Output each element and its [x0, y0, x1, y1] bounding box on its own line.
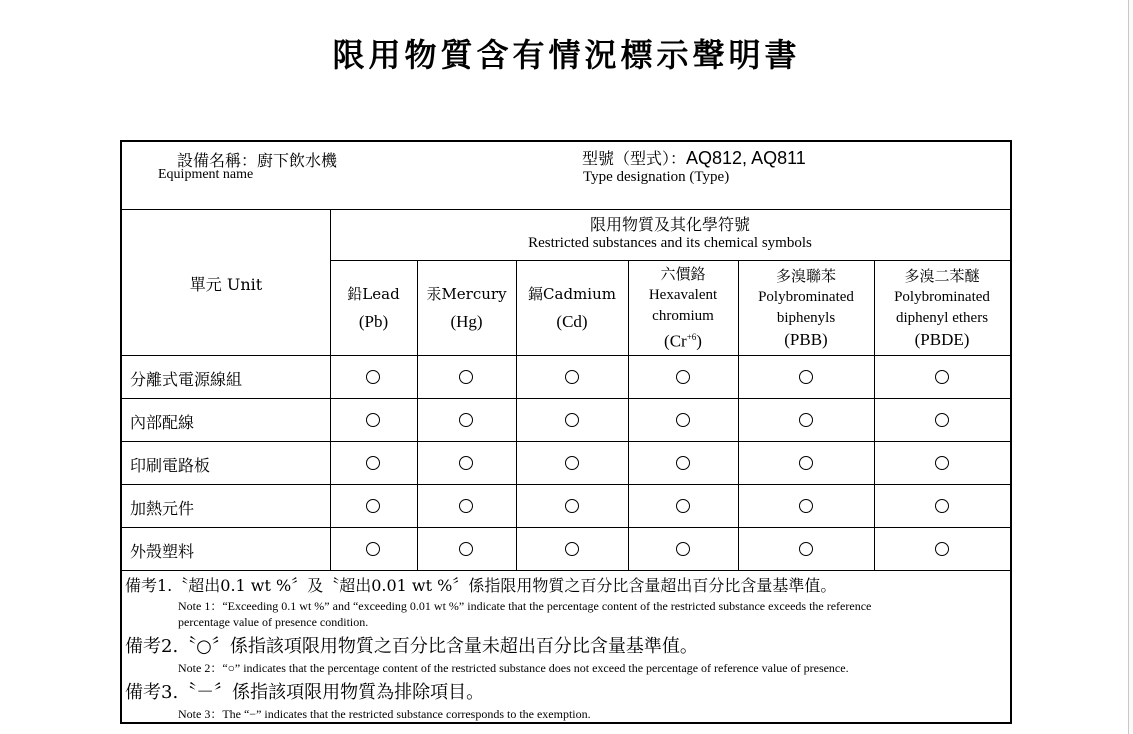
col-header-pbde — [874, 260, 1010, 355]
note-3-zh: 備考3.〝－〞係指該項限用物質為排除項目。 — [125, 682, 485, 703]
presence-mark — [366, 542, 380, 556]
presence-mark — [459, 542, 473, 556]
col-header-pbb-symbol: (PBB) — [784, 329, 828, 349]
row-unit-internal-wiring: 內部配線 — [130, 413, 195, 432]
presence-mark — [799, 499, 813, 513]
presence-mark — [935, 456, 949, 470]
rule-row-3 — [122, 484, 1010, 485]
rule-column-header-bottom — [122, 355, 1010, 356]
equipment-name-en: Equipment name — [158, 167, 254, 182]
presence-mark — [366, 456, 380, 470]
col-header-cadmium-symbol: (Cd) — [556, 311, 588, 331]
presence-mark — [676, 370, 690, 384]
col-header-lead — [330, 260, 417, 355]
presence-mark — [799, 413, 813, 427]
presence-mark — [935, 542, 949, 556]
col-header-mercury — [417, 260, 516, 355]
col-header-cadmium-name: 鎘Cadmium — [528, 284, 616, 303]
note-1-en-line1: Note 1：“Exceeding 0.1 wt %” and “exceeding 0.01 wt %” indicate that the percentage content of the restricted substance exceeds the reference — [178, 599, 872, 613]
substances-header-en: Restricted substances and its chemical symbols — [528, 235, 812, 251]
presence-mark — [459, 456, 473, 470]
presence-mark — [459, 413, 473, 427]
declaration-table — [120, 140, 1012, 724]
presence-mark — [366, 413, 380, 427]
type-value: AQ812, AQ811 — [686, 148, 806, 168]
col-header-mercury-symbol: (Hg) — [450, 311, 483, 331]
presence-mark — [565, 499, 579, 513]
type-designation-en: Type designation (Type) — [583, 169, 730, 185]
row-unit-pcb: 印刷電路板 — [130, 456, 211, 475]
presence-mark — [799, 370, 813, 384]
note-2-zh: 備考2.〝○〞係指該項限用物質之百分比含量未超出百分比含量基準值。 — [125, 636, 698, 657]
presence-mark — [565, 456, 579, 470]
substances-header-zh: 限用物質及其化學符號 — [589, 215, 750, 234]
unit-header: 單元 Unit — [189, 275, 263, 294]
presence-mark — [935, 413, 949, 427]
note-3-en: Note 3：The “−” indicates that the restricted substance corresponds to the exemption. — [178, 707, 591, 721]
note-2-en: Note 2：“○” indicates that the percentage content of the restricted substance does not exceed the percentage of reference value of presence. — [178, 661, 849, 675]
presence-mark — [565, 542, 579, 556]
rule-row-1 — [122, 398, 1010, 399]
type-designation — [582, 146, 806, 169]
rule-table-bottom — [122, 570, 1010, 571]
col-header-pbde-symbol: (PBDE) — [914, 329, 970, 349]
rule-header-bottom — [122, 209, 1010, 210]
rule-row-2 — [122, 441, 1010, 442]
col-header-lead-name: 鉛Lead — [347, 284, 400, 303]
row-unit-heating-element: 加熱元件 — [130, 499, 195, 518]
col-header-pbde-en2: diphenyl ethers — [895, 309, 989, 326]
equipment-name-zh: 設備名稱：廚下飲水機 — [177, 151, 338, 170]
presence-mark — [366, 499, 380, 513]
window-right-edge — [1128, 0, 1133, 734]
col-header-cadmium — [516, 260, 628, 355]
col-header-mercury-name: 汞Mercury — [426, 284, 507, 303]
col-header-pbb-en2: biphenyls — [776, 309, 836, 326]
presence-mark — [676, 499, 690, 513]
col-header-pbb — [738, 260, 874, 355]
row-unit-power-cord: 分離式電源線組 — [130, 370, 243, 389]
note-1-zh: 備考1.〝超出0.1 wt %〞及〝超出0.01 wt %〞係指限用物質之百分比含量超出百分比含量基準值。 — [125, 576, 837, 595]
document-title: 限用物質含有情況標示聲明書 — [332, 36, 801, 74]
col-header-pbb-en1: Polybrominated — [758, 288, 854, 305]
presence-mark — [459, 370, 473, 384]
presence-mark — [935, 370, 949, 384]
note-1-en-line2: percentage value of presence condition. — [178, 615, 369, 629]
presence-mark — [459, 499, 473, 513]
presence-mark — [565, 370, 579, 384]
col-header-chromium-symbol: $(Cr^{+6})$ — [664, 331, 702, 351]
col-header-chromium-en1: Hexavalent — [648, 286, 718, 303]
row-unit-housing-plastic: 外殼塑料 — [130, 542, 195, 561]
presence-mark — [799, 542, 813, 556]
col-header-chromium — [628, 260, 738, 355]
col-header-chromium-zh: 六價鉻 — [660, 264, 706, 283]
presence-mark — [676, 413, 690, 427]
presence-mark — [676, 542, 690, 556]
presence-mark — [676, 456, 690, 470]
col-header-lead-symbol: (Pb) — [358, 311, 389, 331]
presence-mark — [935, 499, 949, 513]
presence-mark — [366, 370, 380, 384]
type-label-zh: 型號（型式）： — [582, 149, 687, 168]
presence-mark — [565, 413, 579, 427]
rule-row-4 — [122, 527, 1010, 528]
col-header-pbb-zh: 多溴聯苯 — [775, 266, 836, 285]
col-header-pbde-en1: Polybrominated — [894, 288, 990, 305]
col-header-chromium-en2: chromium — [652, 307, 714, 324]
col-header-pbde-zh: 多溴二苯醚 — [904, 266, 980, 285]
presence-mark — [799, 456, 813, 470]
